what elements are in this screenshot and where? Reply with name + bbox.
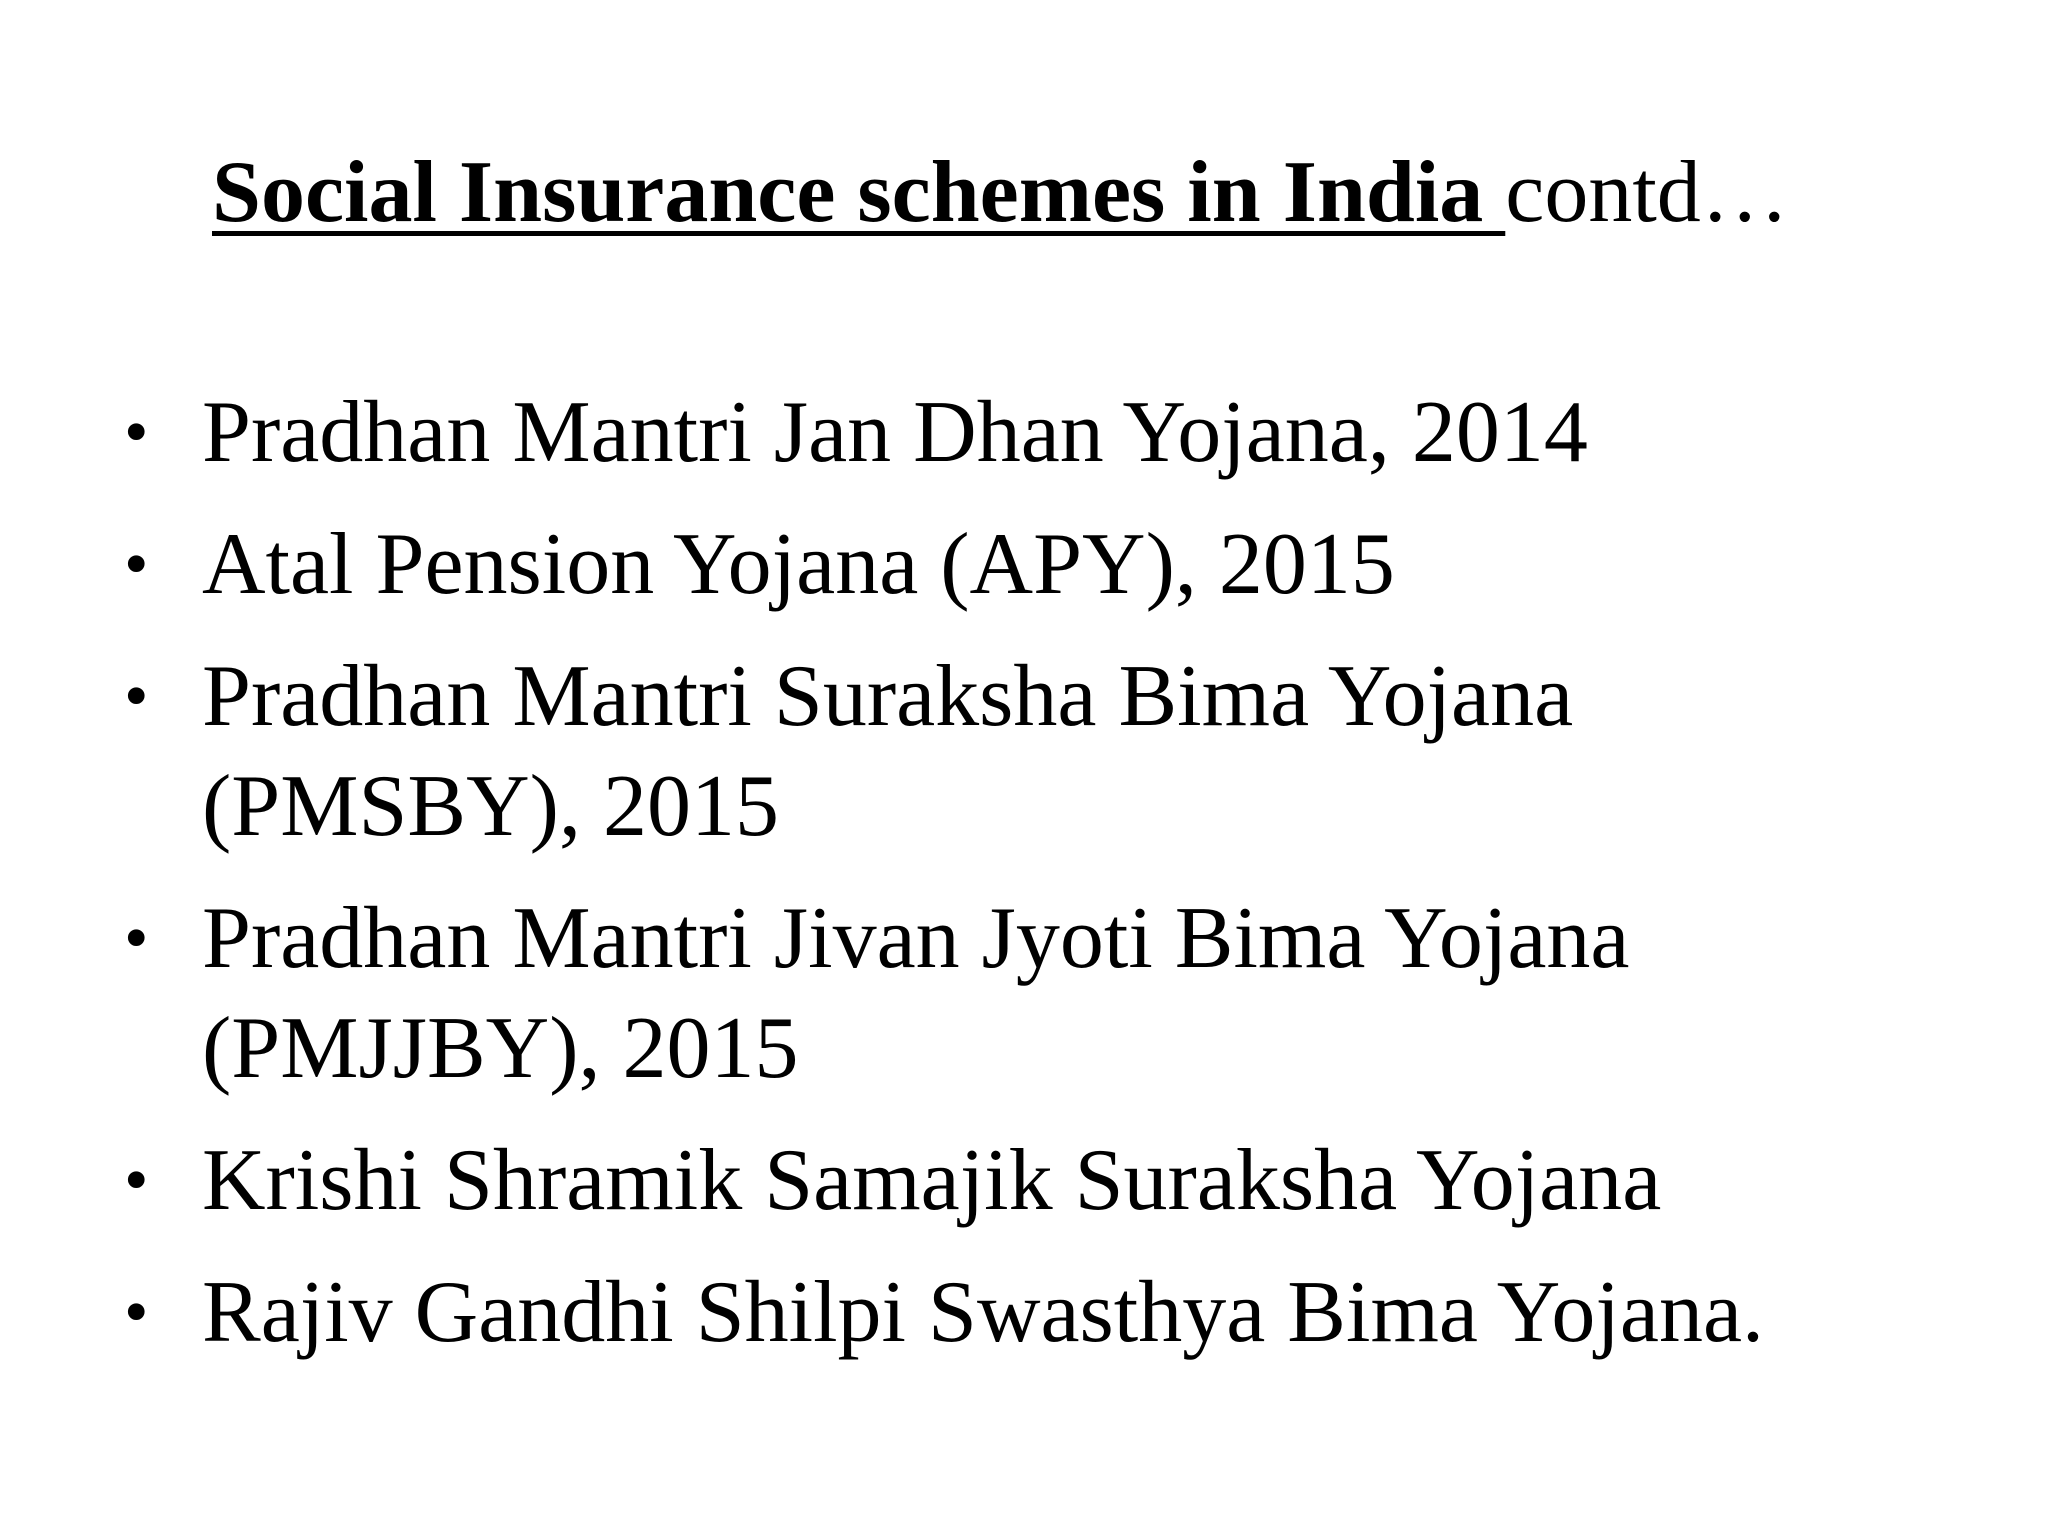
slide-title-continued: contd… <box>1505 144 1789 241</box>
bullet-icon: • <box>124 900 149 977</box>
list-item <box>120 378 2000 488</box>
list-item <box>120 1258 2000 1368</box>
list-item-text: Krishi Shramik Samajik Suraksha Yojana <box>202 1132 1662 1229</box>
list-item <box>120 510 2000 620</box>
bullet-icon: • <box>124 658 149 735</box>
bullet-icon: • <box>124 1274 149 1351</box>
list-item <box>120 642 1802 862</box>
bullet-icon: • <box>124 394 149 471</box>
list-item-text: Pradhan Mantri Suraksha Bima Yojana (PMSBY), 2015 <box>202 648 1574 855</box>
list-item-text: Pradhan Mantri Jan Dhan Yojana, 2014 <box>202 384 1588 481</box>
slide-title <box>212 138 1789 248</box>
list-item-text: Pradhan Mantri Jivan Jyoti Bima Yojana (PMJJBY), 2015 <box>202 890 1630 1097</box>
list-item-text: Rajiv Gandhi Shilpi Swasthya Bima Yojana. <box>202 1264 1764 1361</box>
list-item <box>120 1126 2000 1236</box>
slide-title-bold: Social Insurance schemes in India <box>212 144 1506 241</box>
bullet-icon: • <box>124 1142 149 1219</box>
bullet-icon: • <box>124 526 149 603</box>
list-item <box>120 884 1842 1104</box>
list-item-text: Atal Pension Yojana (APY), 2015 <box>202 516 1395 613</box>
scheme-list <box>120 378 2000 1390</box>
